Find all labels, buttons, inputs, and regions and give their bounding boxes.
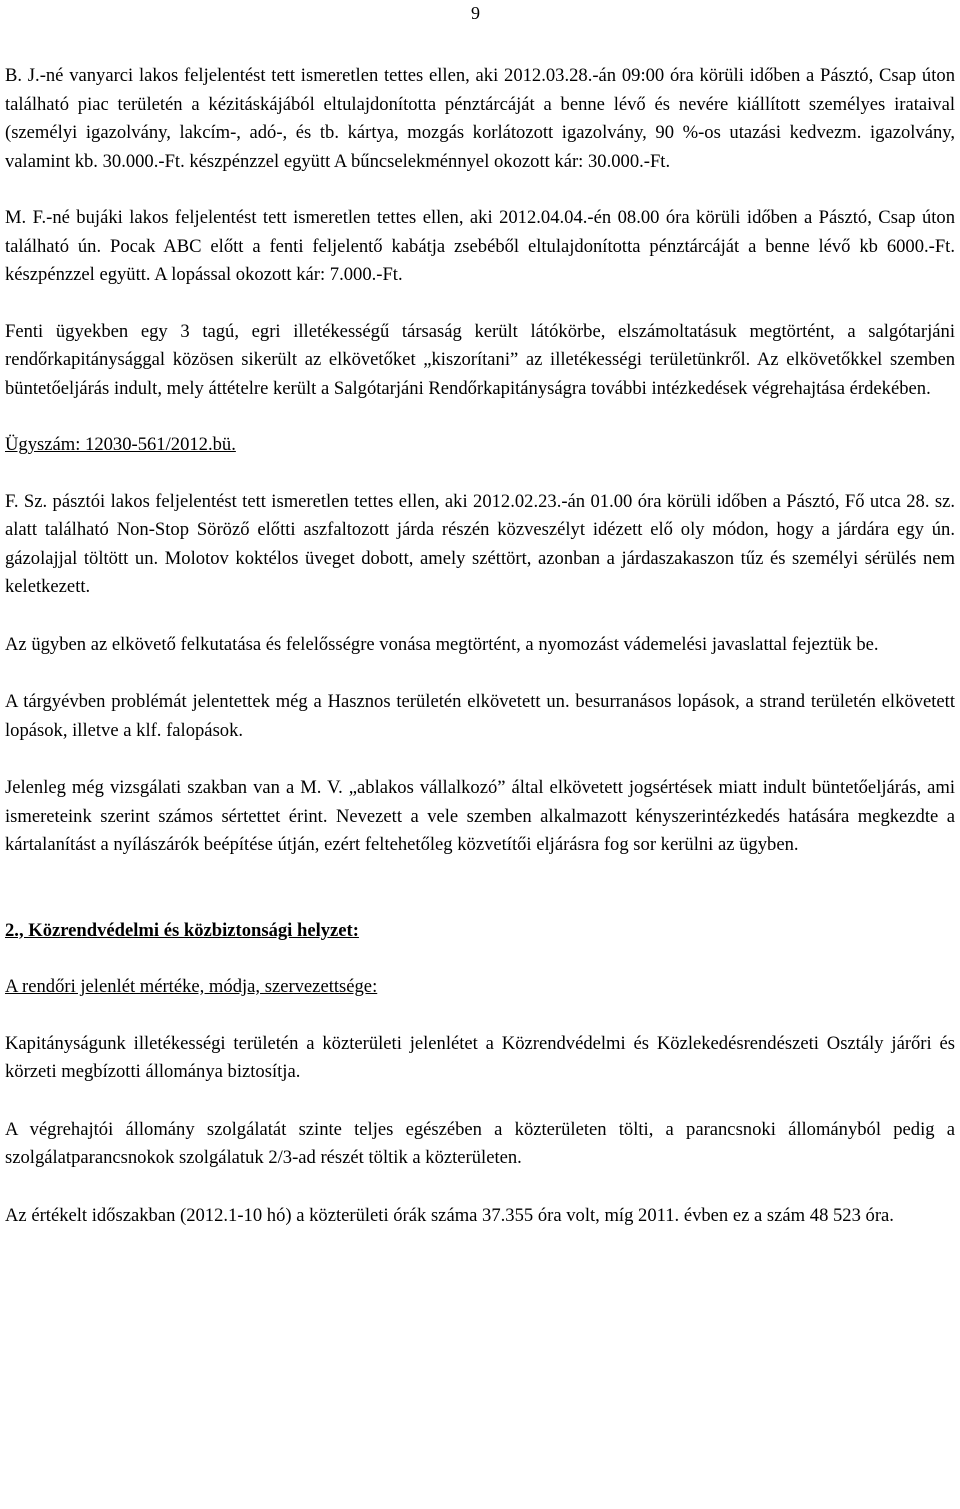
paragraph-molotov-case: F. Sz. pásztói lakos feljelentést tett ismeretlen tettes ellen, aki 2012.02.23.-án 01.00 óra körüli időben a Pásztó, Fő utca 28. sz. alatt található Non-Stop Söröző előtti aszfaltozott járda részén közveszélyt idézett elő oly módon, hogy a járdára egy ún. gázolajjal töltött un. Molotov koktélos üveget dobott, amely széttört, azonban a járdaszakaszon tűz és személyi sérülés nem keletkezett. xyxy=(5,490,955,597)
paragraph-burglaries: A tárgyévben problémát jelentettek még a Hasznos területén elkövetett un. besurranásos lopások, a strand területén elkövetett lopások, illetve a klf. falopások. xyxy=(5,691,955,741)
paragraph-theft-case-1: B. J.-né vanyarci lakos feljelentést tett ismeretlen tettes ellen, aki 2012.03.28.-án 09:00 óra körüli időben a Pásztó, Csap úton található piac területén a kézitáskájából eltulajdonította pénztárcáját a benne lévő és nevére kiállított személyes irataival (személyi igazolvány, lakcím-, adó-, és tb. kártya, mozgás korlátozott igazolvány, 90 %-os utazási kedvezm. igazolvány, valamint kb. 30.000.-Ft. készpénzzel együtt A bűncselekménnyel okozott kár: 30.000.-Ft. xyxy=(5,65,955,172)
paragraph-theft-case-2: M. F.-né bujáki lakos feljelentést tett ismeretlen tettes ellen, aki 2012.04.04.-én 08.00 óra körüli időben a Pásztó, Csap úton található ún. Pocak ABC előtt a fenti feljelentő kabátja zsebéből eltulajdonította pénztárcáját a benne lévő kb 6000.-Ft. készpénzzel együtt. A lopással okozott kár: 7.000.-Ft. xyxy=(5,207,955,285)
paragraph-hours: Az értékelt időszakban (2012.1-10 hó) a közterületi órák száma 37.355 óra volt, míg 2011. évben ez a szám 48 523 óra. xyxy=(5,1204,894,1226)
document-body xyxy=(5,62,955,1230)
section-heading: 2., Közrendvédelmi és közbiztonsági helyzet: xyxy=(5,919,359,941)
paragraph-window-contractor: Jelenleg még vizsgálati szakban van a M. V. „ablakos vállalkozó” által elkövetett jogsértések miatt indult büntetőeljárás, ami ismereteink szerint számos sértettet érint. Nevezett a vele szemben alkalmazott kényszerintézkedés hatására megkezdte a kártalanítást a nyílászárók beépítése útján, ezért feltehetőleg közvetítői eljárásra fog sor kerülni az ügyben. xyxy=(5,777,955,855)
paragraph-prosecution: Az ügyben az elkövető felkutatása és felelősségre vonása megtörtént, a nyomozást vádemelési javaslattal fejeztük be. xyxy=(5,633,879,655)
page-number: 9 xyxy=(471,3,480,23)
paragraph-perpetrators: Fenti ügyekben egy 3 tagú, egri illetékességű társaság került látókörbe, elszámoltatásuk megtörtént, a salgótarjáni rendőrkapitánysággal közösen sikerült az elkövetőket „kiszorítani” az illetékességi területünkről. Az elkövetőkkel szemben büntetőeljárás indult, mely áttételre került a Salgótarjáni Rendőrkapitányságra további intézkedések végrehajtása érdekében. xyxy=(5,320,955,399)
paragraph-public-presence: Kapitányságunk illetékességi területén a közterületi jelenlétet a Közrendvédelmi és Közlekedésrendészeti Osztály járőri és körzeti megbízotti állománya biztosítja. xyxy=(5,1032,955,1082)
paragraph-service: A végrehajtói állomány szolgálatát szinte teljes egészében a közterületen tölti, a parancsnoki állományból pedig a szolgálatparancsnokok szolgálatuk 2/3-ad részét töltik a közterületen. xyxy=(5,1118,955,1168)
case-number: Ügyszám: 12030-561/2012.bü. xyxy=(5,434,236,455)
subsection-heading: A rendőri jelenlét mértéke, módja, szervezettsége: xyxy=(5,976,378,997)
